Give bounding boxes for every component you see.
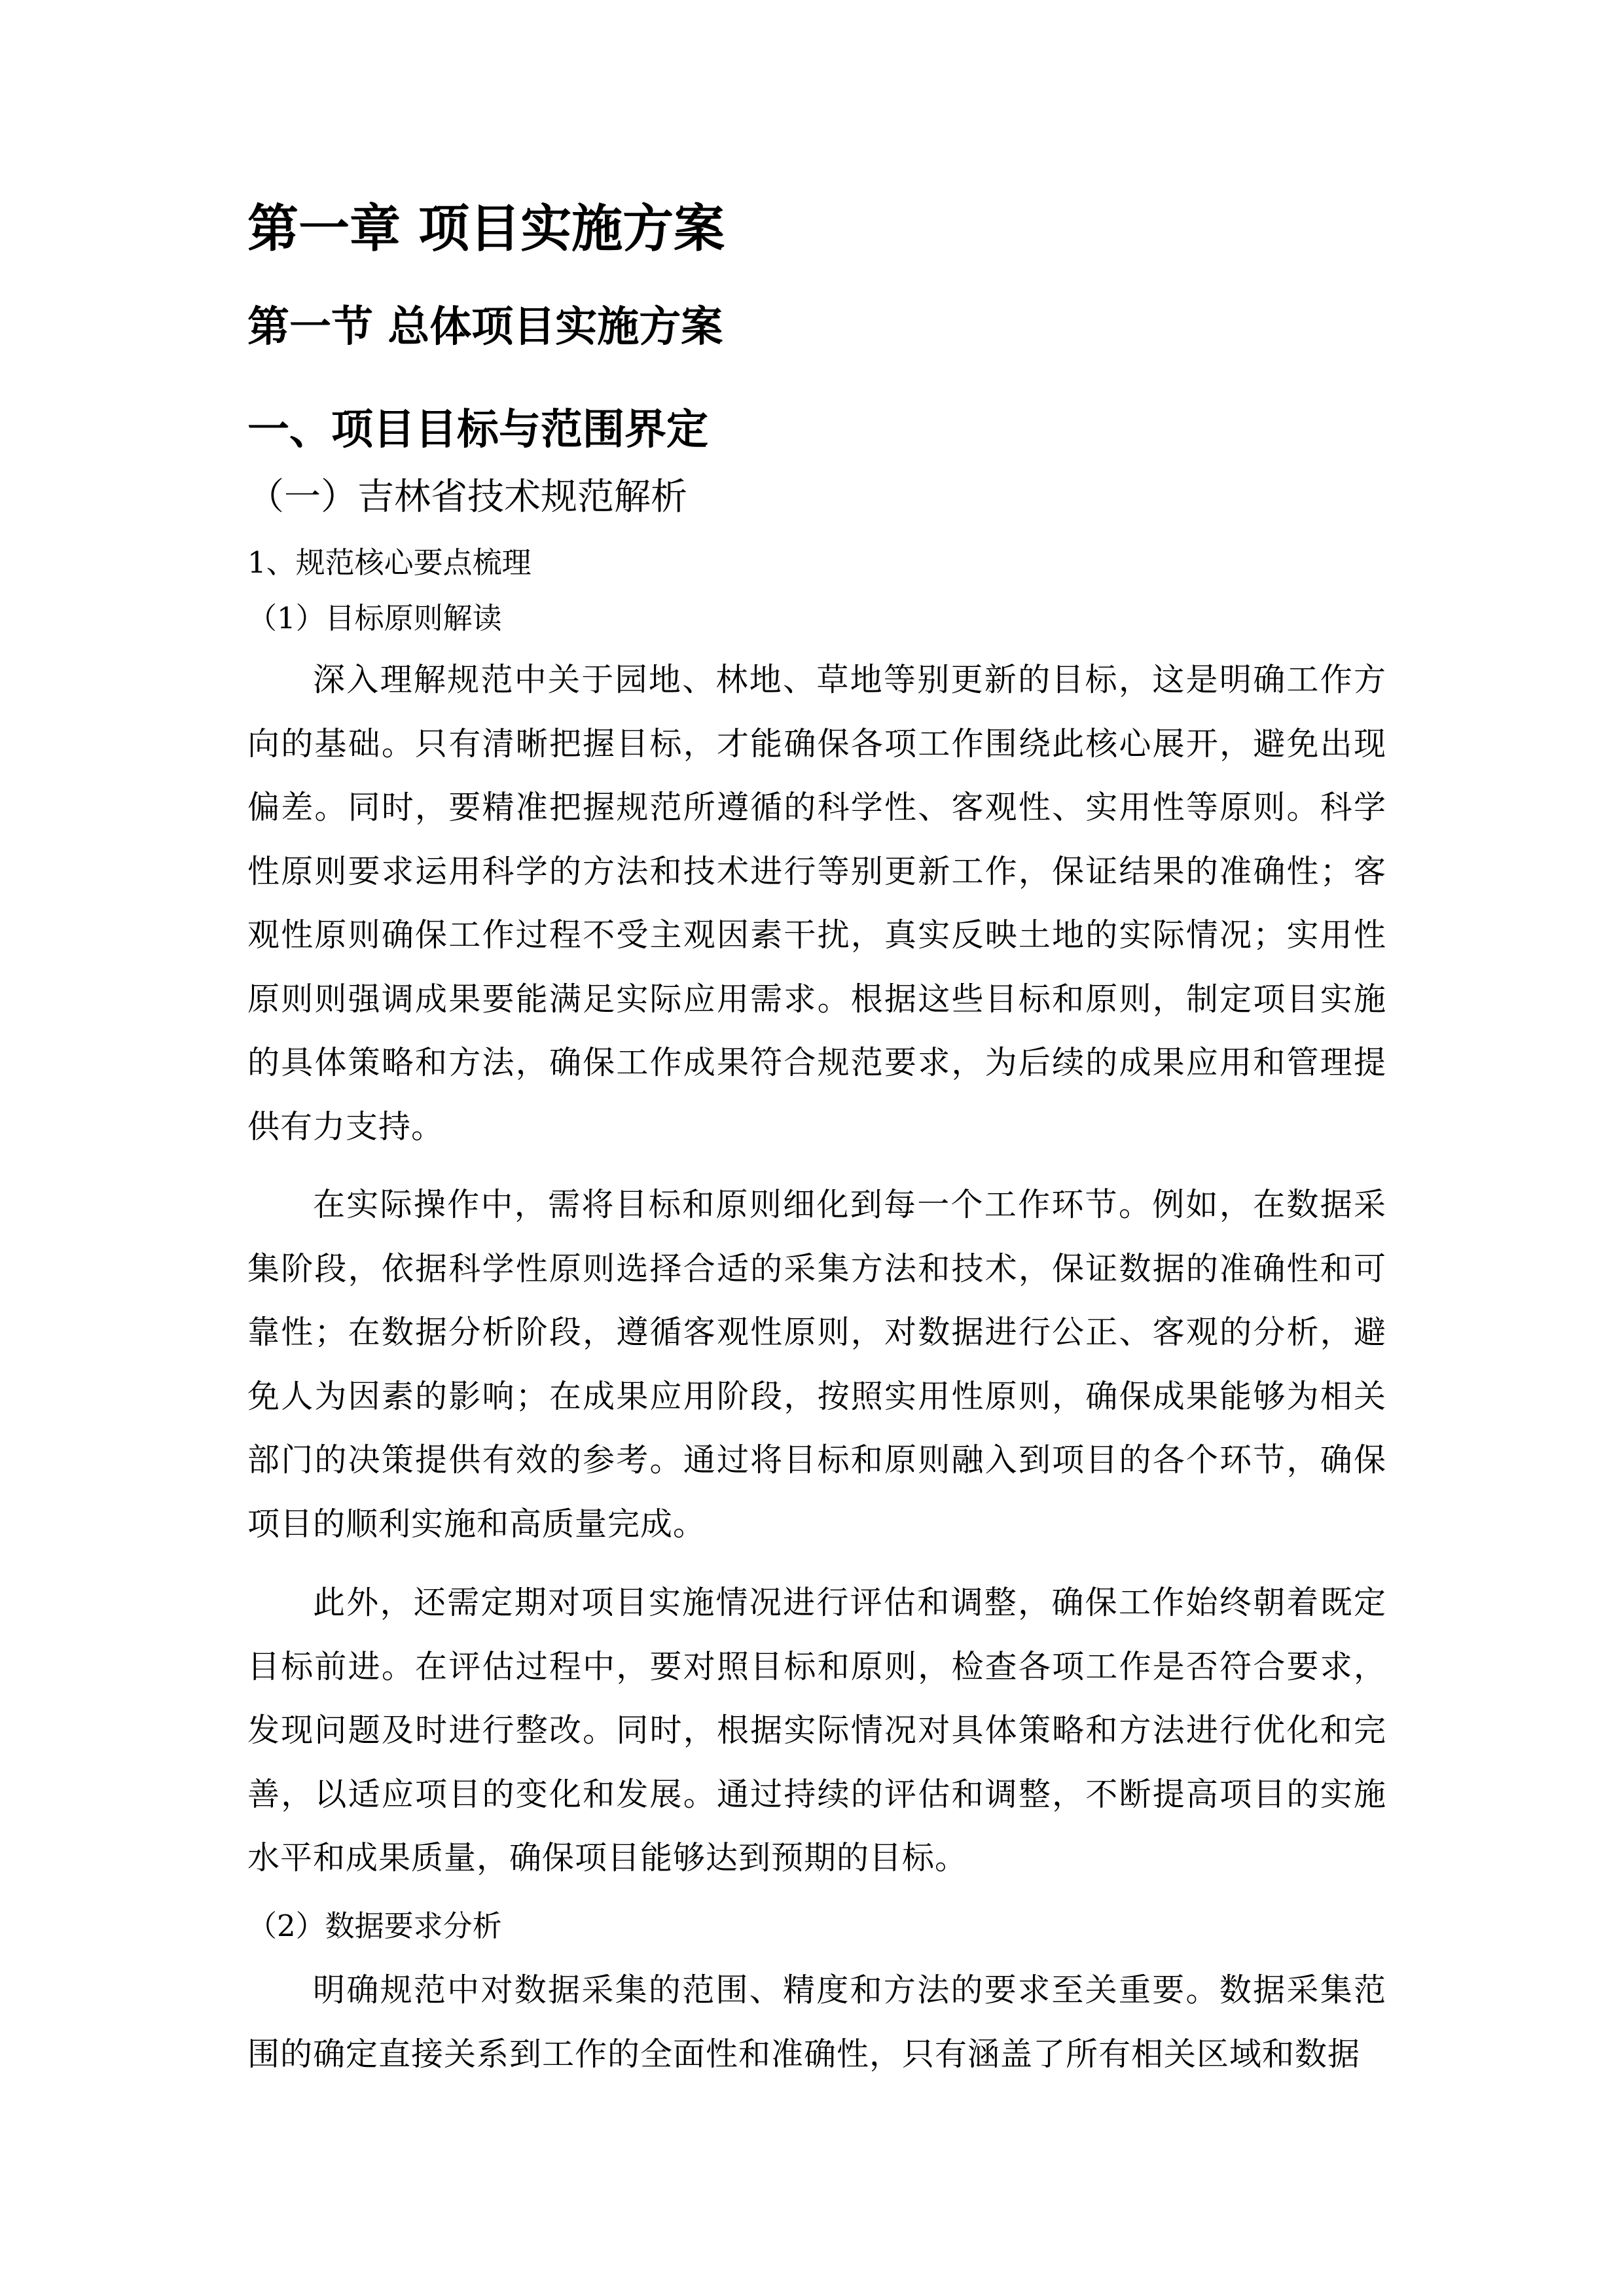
subheading-data-requirements: （2）数据要求分析 <box>247 1909 502 1943</box>
heading-level-1: 一、项目目标与范围界定 <box>247 405 708 454</box>
paragraph: 在实际操作中，需将目标和原则细化到每一个工作环节。例如，在数据采集阶段，依据科学性原则选择合适的采集方法和技术，保证数据的准确性和可靠性；在数据分析阶段，遵循客观性原则，对数据进行公正、客观的分析，避免人为因素的影响；在成果应用阶段，按照实用性原则，确保成果能够为相关部门的决策提供有效的参考。通过将目标和原则融入到项目的各个环节，确保项目的顺利实施和高质量完成。 <box>247 1186 1386 1543</box>
paragraph: 此外，还需定期对项目实施情况进行评估和调整，确保工作始终朝着既定目标前进。在评估过程中，要对照目标和原则，检查各项工作是否符合要求，发现问题及时进行整改。同时，根据实际情况对具体策略和方法进行优化和完善，以适应项目的变化和发展。通过持续的评估和调整，不断提高项目的实施水平和成果质量，确保项目能够达到预期的目标。 <box>247 1584 1386 1876</box>
paragraph: 明确规范中对数据采集的范围、精度和方法的要求至关重要。数据采集范围的确定直接关系到工作的全面性和准确性，只有涵盖了所有相关区域和数据 <box>247 1971 1386 2073</box>
subheading-objectives: （1）目标原则解读 <box>247 601 502 636</box>
heading-level-2: （一）吉林省技术规范解析 <box>247 476 687 518</box>
paragraph: 深入理解规范中关于园地、林地、草地等别更新的目标，这是明确工作方向的基础。只有清晰把握目标，才能确保各项工作围绕此核心展开，避免出现偏差。同时，要精准把握规范所遵循的科学性、客观性、实用性等原则。科学性原则要求运用科学的方法和技术进行等别更新工作，保证结果的准确性；客观性原则确保工作过程不受主观因素干扰，真实反映土地的实际情况；实用性原则则强调成果要能满足实际应用需求。根据这些目标和原则，制定项目实施的具体策略和方法，确保工作成果符合规范要求，为后续的成果应用和管理提供有力支持。 <box>247 661 1386 1145</box>
section-title: 第一节 总体项目实施方案 <box>247 302 723 351</box>
chapter-title: 第一章 项目实施方案 <box>247 199 725 259</box>
heading-level-3: 1、规范核心要点梳理 <box>247 545 532 580</box>
